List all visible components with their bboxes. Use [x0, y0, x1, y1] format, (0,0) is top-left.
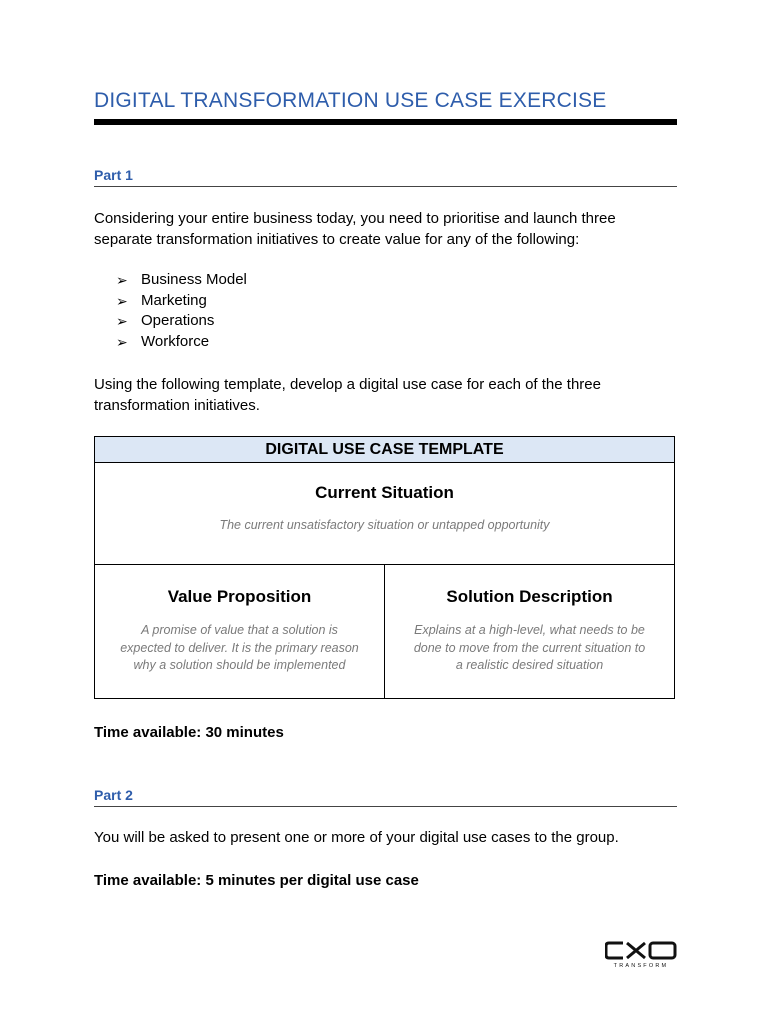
- list-item-label: Operations: [141, 312, 215, 330]
- solution-description-cell: [385, 565, 674, 698]
- part1-intro: [94, 208, 694, 250]
- template-header: DIGITAL USE CASE TEMPLATE: [95, 437, 674, 463]
- solution-description-title: Solution Description: [446, 587, 613, 606]
- solution-description-desc-line: done to move from the current situation to: [413, 640, 646, 655]
- current-situation-description: The current unsatisfactory situation or untapped opportunity: [219, 518, 550, 532]
- list-item-label: Marketing: [141, 291, 207, 309]
- list-item-label: Business Model: [141, 271, 247, 288]
- part1-rule: [94, 186, 677, 187]
- value-proposition-cell: [95, 565, 385, 698]
- part1-intro-line1: Considering your entire business today, you need to prioritise and launch three: [94, 210, 616, 227]
- part1-heading: Part 1: [94, 167, 133, 183]
- value-proposition-description: [95, 622, 384, 675]
- part1-instruction: [94, 374, 694, 416]
- cxo-logo-icon: [605, 940, 677, 970]
- digital-use-case-template: [94, 436, 675, 699]
- logo-tagline: TRANSFORM: [613, 963, 669, 969]
- part1-time-available: Time available: 30 minutes: [94, 724, 284, 741]
- arrow-bullet-icon: ➢: [116, 272, 128, 288]
- part2-time-available: Time available: 5 minutes per digital use case: [94, 872, 419, 889]
- cxo-transform-logo: [605, 940, 677, 970]
- list-item: [116, 270, 247, 291]
- solution-description-desc-line: Explains at a high-level, what needs to be: [414, 623, 645, 637]
- list-item: [116, 291, 247, 312]
- part2-text: You will be asked to present one or more of your digital use cases to the group.: [94, 829, 619, 846]
- value-proposition-desc-line: A promise of value that a solution is: [141, 623, 338, 637]
- title-rule: [94, 119, 677, 125]
- current-situation-title: Current Situation: [315, 483, 454, 502]
- value-proposition-desc-line: expected to deliver. It is the primary reason: [120, 640, 359, 655]
- value-area-list: [116, 270, 247, 353]
- list-item: [116, 332, 247, 353]
- part2-heading: Part 2: [94, 787, 133, 803]
- current-situation-cell: [95, 463, 674, 565]
- document-title: DIGITAL TRANSFORMATION USE CASE EXERCISE: [94, 89, 607, 112]
- part1-instruction-line2: transformation initiatives.: [94, 397, 260, 414]
- solution-description-desc-line: a realistic desired situation: [455, 658, 604, 672]
- arrow-bullet-icon: ➢: [116, 313, 128, 330]
- list-item: [116, 311, 247, 332]
- value-proposition-desc-line: why a solution should be implemented: [133, 658, 346, 672]
- list-item-label: Workforce: [141, 333, 210, 351]
- solution-description-description: [385, 622, 674, 675]
- arrow-bullet-icon: ➢: [116, 334, 128, 351]
- value-proposition-title: Value Proposition: [167, 587, 312, 606]
- part1-intro-line2: separate transformation initiatives to create value for any of the following:: [94, 231, 580, 248]
- part1-instruction-line1: Using the following template, develop a digital use case for each of the three: [94, 376, 601, 393]
- part2-rule: [94, 806, 677, 807]
- arrow-bullet-icon: ➢: [116, 292, 128, 309]
